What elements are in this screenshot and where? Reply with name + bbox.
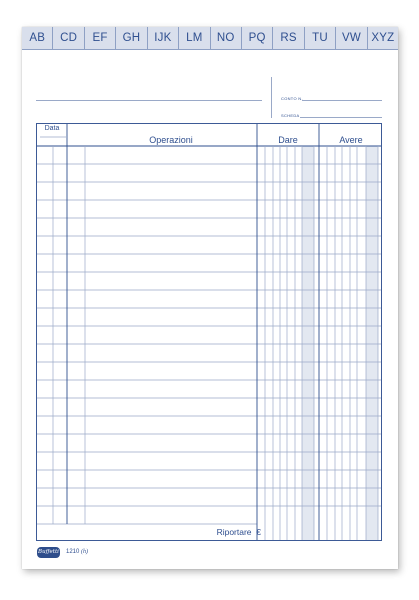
- index-tab-vw: VW: [336, 27, 367, 49]
- index-tab-xyz: XYZ: [371, 32, 395, 44]
- index-tab-ijk: IJK: [148, 27, 179, 49]
- description-line: [36, 100, 262, 101]
- index-tab-rs: RS: [273, 27, 304, 49]
- dare-shaded-column: [302, 146, 314, 541]
- avere-shaded-column: [366, 146, 378, 541]
- operazioni-column-header: Operazioni: [149, 135, 193, 145]
- index-tab-cd: CD: [53, 27, 84, 49]
- index-tab-ef: EF: [85, 27, 116, 49]
- index-tab-pq: PQ: [242, 27, 273, 49]
- brand-logo: Buffetti: [37, 547, 60, 558]
- ledger-grid: [37, 124, 382, 541]
- form-code: 1210 (h): [66, 549, 89, 555]
- carry-forward-label: Riportare €: [216, 527, 261, 537]
- index-tab-gh: GH: [116, 27, 147, 49]
- data-column-header: Data: [44, 125, 60, 132]
- index-tab-no: NO: [211, 27, 242, 49]
- scheda-label: SCHEDA: [281, 113, 300, 118]
- conto-label: CONTO N.: [281, 96, 303, 101]
- index-tab-lm: LM: [179, 27, 210, 49]
- dare-column-header: Dare: [278, 135, 298, 145]
- index-tab-tu: TU: [305, 27, 336, 49]
- conto-line: [302, 100, 382, 101]
- index-tab-ab: AB: [22, 27, 53, 49]
- header-divider: [271, 77, 272, 118]
- ledger-sheet: [22, 27, 398, 569]
- alphabet-index-tabs: [22, 27, 398, 50]
- currency-symbol: €: [256, 527, 261, 537]
- ledger-table: [36, 123, 382, 541]
- avere-column-header: Avere: [339, 135, 363, 145]
- scheda-line: [300, 117, 382, 118]
